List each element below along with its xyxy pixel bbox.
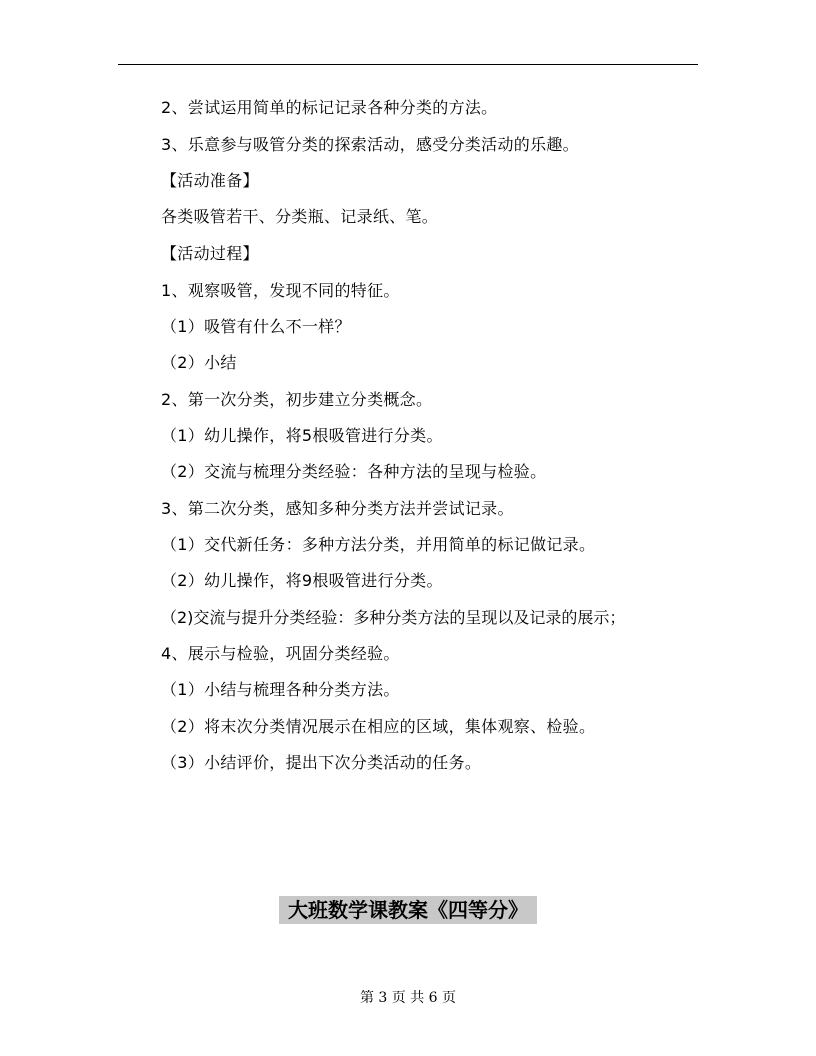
header-rule [118,64,698,65]
paragraph-line: （3）小结评价，提出下次分类活动的任务。 [161,753,482,772]
paragraph-line: 3、第二次分类，感知多种分类方法并尝试记录。 [161,499,514,518]
paragraph-line: 4、展示与检验，巩固分类经验。 [161,644,400,663]
paragraph-line: （1）小结与梳理各种分类方法。 [161,680,400,699]
paragraph-line: （2）幼儿操作，将9根吸管进行分类。 [161,571,443,590]
paragraph-line: （1）交代新任务：多种方法分类，并用简单的标记做记录。 [161,535,596,554]
next-lesson-title: 大班数学课教案《四等分》 [288,898,528,922]
next-lesson-title-highlight [279,896,537,924]
paragraph-line: （2）小结 [161,353,237,372]
section-heading: 【活动过程】 [161,244,259,263]
section-heading: 【活动准备】 [161,171,259,190]
paragraph-line: 1、观察吸管，发现不同的特征。 [161,281,400,300]
paragraph-line: 2、尝试运用简单的标记记录各种分类的方法。 [161,98,498,117]
paragraph-line: 各类吸管若干、分类瓶、记录纸、笔。 [161,207,439,226]
paragraph-line: 3、乐意参与吸管分类的探索活动，感受分类活动的乐趣。 [161,135,579,154]
paragraph-line: 2、第一次分类，初步建立分类概念。 [161,390,433,409]
page-footer: 第 3 页 共 6 页 [359,990,457,1006]
paragraph-line: （2）将末次分类情况展示在相应的区域，集体观察、检验。 [161,717,596,736]
paragraph-line: （2）交流与梳理分类经验：各种方法的呈现与检验。 [161,462,547,481]
paragraph-line: （1）幼儿操作，将5根吸管进行分类。 [161,426,443,445]
paragraph-line: （2)交流与提升分类经验：多种分类方法的呈现以及记录的展示； [161,608,626,627]
paragraph-line: （1）吸管有什么不一样？ [161,317,351,336]
